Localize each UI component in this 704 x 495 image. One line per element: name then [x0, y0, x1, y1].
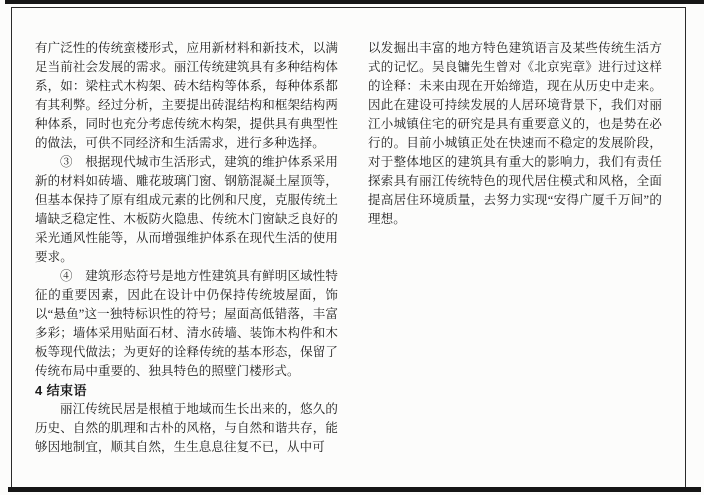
section-heading-conclusion: 4 结束语 [35, 383, 87, 398]
paragraph-item-3-envelope-system: ③ 根据现代城市生活形式，建筑的维护体系采用新的材料如砖墙、雕花玻璃门窗、钢筋混凝土屋顶等，但基本保持了原有组成元素的比例和尺度，克服传统土墙缺乏稳定性、木板防火隐患、传统木门窗缺乏良好的采光通风性能等，从而增强维护体系在现代生活的使用要求。 [35, 155, 338, 264]
paragraph-item-4-form-symbols: ④ 建筑形态符号是地方性建筑具有鲜明区域性特征的重要因素，因此在设计中仍保持传统坡屋面，饰以“悬鱼”这一独特标识性的符号；屋面高低错落，丰富多彩；墙体采用贴面石材、清水砖墙、装饰木构件和木板等现代做法；为更好的诠释传统的基本形态，保留了传统布局中重要的、独具特色的照壁门楼形式。 [35, 269, 338, 378]
right-text-column [368, 39, 662, 457]
paragraph-conclusion-continued: 以发掘出丰富的地方特色建筑语言及某些传统生活方式的记忆。吴良镛先生曾对《北京宪章》进行过这样的诠释：未来由现在开始缔造，现在从历史中走来。因此在建设可持续发展的人居环境背景下，我们对丽江小城镇住宅的研究是具有重要意义的，也是势在必行的。目前小城镇正处在快速而不稳定的发展阶段，对于整体地区的建筑具有重大的影响力，我们有责任探索具有丽江传统特色的现代居住模式和风格，全面提高居住环境质量，去努力实现“安得广厦千万间”的理想。 [368, 41, 662, 226]
paragraph-structure-systems: 有广泛性的传统蛮楼形式，应用新材料和新技术，以满足当前社会发展的需求。丽江传统建筑具有多种结构体系，如：梁柱式木构架、砖木结构等体系，每种体系都有其利弊。经过分析，主要提出砖混结构和框架结构两种体系，同时也充分考虑传统木构架，提供具有典型性的做法，可供不同经济和生活需求，进行多种选择。 [35, 41, 338, 150]
left-text-column [35, 39, 338, 457]
paragraph-conclusion-start: 丽江传统民居是根植于地域而生长出来的，悠久的历史、自然的肌理和古朴的风格，与自然和谐共存，能够因地制宜，顺其自然，生生息息往复不已，从中可 [35, 402, 338, 454]
two-column-text-area [35, 39, 662, 457]
page-top-scan-edge [5, 0, 704, 4]
page-bottom-scan-edge [8, 487, 701, 492]
